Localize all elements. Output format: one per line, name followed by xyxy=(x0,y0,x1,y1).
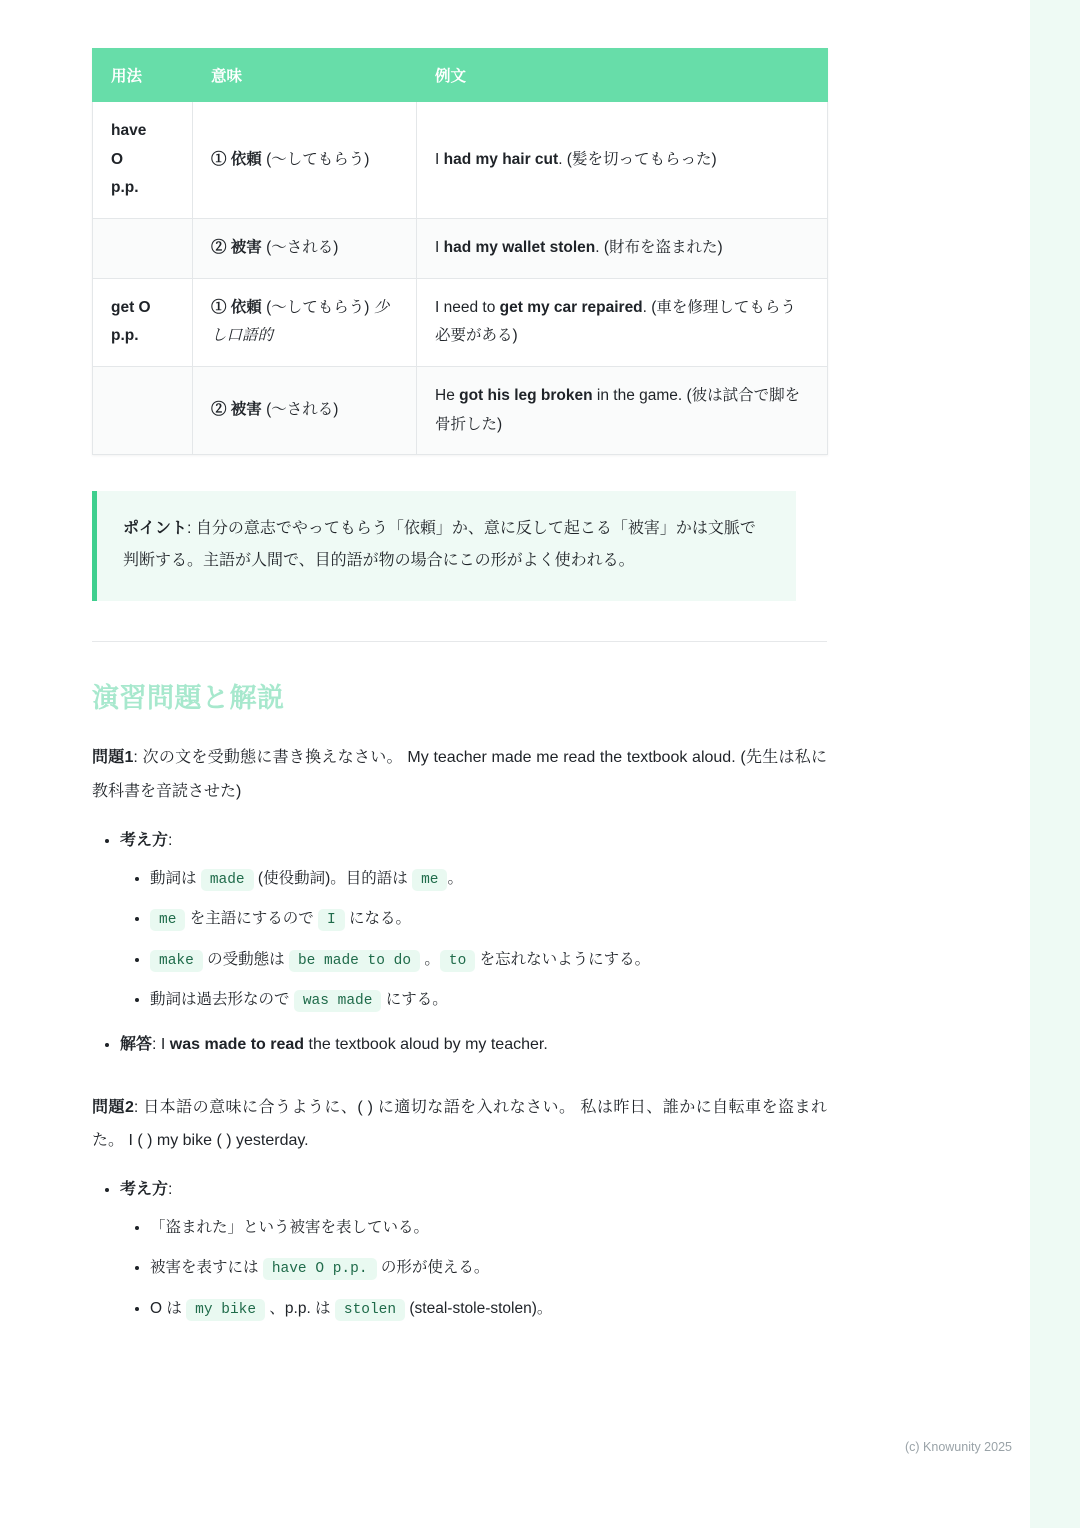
step-text-post: (steal-stole-stolen)。 xyxy=(405,1300,553,1318)
usage-line: p.p. xyxy=(111,327,139,345)
answer-prefix: : I xyxy=(152,1035,170,1053)
step-text-pre: 被害を表すには xyxy=(150,1259,263,1277)
table-row xyxy=(93,278,828,366)
approach-step xyxy=(150,944,827,977)
example-suffix: . (財布を盗まれた) xyxy=(595,239,723,257)
step-text-pre: 動詞は過去形なので xyxy=(150,991,294,1009)
step-text-post: になる。 xyxy=(344,910,412,928)
example-phrase: had my wallet stolen xyxy=(443,239,596,257)
example-prefix: I xyxy=(435,239,444,257)
approach-step xyxy=(150,984,827,1017)
question-1-prompt xyxy=(92,741,827,808)
step-text-mid: の受動態は xyxy=(202,950,289,968)
question-2-prompt xyxy=(92,1091,827,1158)
usage-line: O xyxy=(111,150,124,168)
meaning-text: (〜される) xyxy=(261,401,339,419)
code-token: have O p.p. xyxy=(263,1258,377,1280)
meaning-text-cont: う) xyxy=(348,298,374,316)
step-text-post: を忘れないようにする。 xyxy=(475,950,651,968)
meaning-text: (〜してもら xyxy=(261,298,349,316)
answer-suffix: the textbook aloud by my teacher. xyxy=(304,1035,548,1053)
question-2-list xyxy=(92,1174,827,1326)
example-suffix: . (髪を切ってもらった) xyxy=(558,150,717,168)
example-prefix: He xyxy=(435,387,460,405)
approach-label: 考え方 xyxy=(120,831,169,849)
code-token: me xyxy=(412,869,447,891)
table-cell-example xyxy=(417,278,828,366)
approach-step xyxy=(150,1252,827,1285)
example-suffix: . (車を修理してもらう必要がある) xyxy=(435,298,796,345)
step-text-mid: 、p.p. は xyxy=(265,1300,335,1318)
question-1-list xyxy=(92,825,827,1061)
step-text-mid: (使役動詞)。目的語は xyxy=(253,869,413,887)
meaning-text-cont: う) xyxy=(348,150,370,168)
step-text-mid: を主語にするので xyxy=(185,910,319,928)
step-text-mid: にする。 xyxy=(381,991,448,1009)
meaning-label: ① 依頼 xyxy=(211,298,262,316)
code-token: made xyxy=(201,869,254,891)
approach-steps xyxy=(120,1212,827,1326)
step-text-mid: の形が使える。 xyxy=(376,1259,490,1277)
table-cell-usage xyxy=(93,278,193,366)
example-phrase: get my car repaired xyxy=(499,298,643,316)
answer-label: 解答 xyxy=(120,1035,153,1053)
question-2-label: 問題2 xyxy=(92,1098,134,1116)
callout-label: ポイント xyxy=(123,520,188,538)
step-text-post: 。 xyxy=(447,869,463,887)
table-cell-meaning xyxy=(193,367,417,455)
code-token: me xyxy=(150,909,185,931)
step-text-pre: 動詞は xyxy=(150,869,201,887)
table-cell-usage xyxy=(93,102,193,219)
meaning-label: ② 被害 xyxy=(211,239,262,257)
grammar-table xyxy=(92,48,828,455)
meaning-label: ① 依頼 xyxy=(211,150,262,168)
approach-item xyxy=(120,825,827,1017)
example-prefix: I need to xyxy=(435,298,500,316)
page-edge-decoration xyxy=(1022,0,1080,1528)
approach-step xyxy=(150,903,827,936)
meaning-text: (〜してもら xyxy=(261,150,349,168)
table-row xyxy=(93,102,828,219)
table-cell-example xyxy=(417,219,828,279)
approach-colon: : xyxy=(168,831,173,849)
approach-step xyxy=(150,1293,827,1326)
page-edge-gap xyxy=(1022,0,1030,1528)
example-prefix: I xyxy=(435,150,444,168)
section-title: 演習問題と解説 xyxy=(92,683,285,714)
table-header-usage: 用法 xyxy=(93,49,193,102)
code-token: stolen xyxy=(335,1299,405,1321)
code-token: to xyxy=(440,950,475,972)
usage-line: p.p. xyxy=(111,179,139,197)
approach-steps xyxy=(120,863,827,1017)
approach-label: 考え方 xyxy=(120,1180,169,1198)
code-token: be made to do xyxy=(289,950,420,972)
table-row xyxy=(93,367,828,455)
code-token: my bike xyxy=(186,1299,265,1321)
meaning-text: (〜される) xyxy=(261,239,339,257)
question-2-text: : 日本語の意味に合うように、( ) に適切な語を入れなさい。 私は昨日、誰かに自転車を盗まれた。 I ( ) my bike ( ) yesterday. xyxy=(92,1098,827,1150)
example-suffix: in the game. (彼は試合で脚を骨折した) xyxy=(435,387,801,433)
question-1-label: 問題1 xyxy=(92,749,134,767)
code-token: I xyxy=(318,909,345,931)
table-cell-meaning xyxy=(193,219,417,279)
step-text-mid2: 。 xyxy=(420,950,440,968)
point-callout xyxy=(92,491,796,601)
example-phrase: got his leg broken xyxy=(459,387,593,405)
usage-line: get O xyxy=(111,298,151,316)
copyright-footer: (c) Knowunity 2025 xyxy=(904,1440,1012,1454)
table-cell-meaning xyxy=(193,102,417,219)
approach-item xyxy=(120,1174,827,1326)
table-cell-meaning xyxy=(193,278,417,366)
meaning-label: ② 被害 xyxy=(211,401,262,419)
step-text-pre: O は xyxy=(150,1300,187,1318)
section-divider xyxy=(92,641,827,642)
table-cell-usage-empty xyxy=(93,367,193,455)
table-row xyxy=(93,219,828,279)
table-cell-usage-empty xyxy=(93,219,193,279)
step-text-pre: 「盗まれた」という被害を表している。 xyxy=(150,1218,430,1236)
answer-item xyxy=(120,1029,827,1061)
table-header-meaning: 意味 xyxy=(193,49,417,102)
table-header-example: 例文 xyxy=(417,49,828,102)
meaning-note: 少し口語的 xyxy=(211,298,390,345)
table-header-row xyxy=(93,49,828,102)
code-token: was made xyxy=(294,990,382,1012)
approach-colon: : xyxy=(168,1180,173,1198)
table-cell-example xyxy=(417,367,828,455)
example-phrase: had my hair cut xyxy=(443,150,559,168)
callout-text: : 自分の意志でやってもらう「依頼」か、意に反して起こる「被害」かは文脈で判断する。主語が人間で、目的語が物の場合にこの形がよく使われる。 xyxy=(123,520,756,570)
approach-step xyxy=(150,1212,827,1245)
answer-phrase: was made to read xyxy=(169,1035,305,1053)
code-token: make xyxy=(150,950,203,972)
usage-line: have xyxy=(111,122,147,139)
question-1-text: : 次の文を受動態に書き換えなさい。 My teacher made me read the textbook aloud. (先生は私に教科書を音読させた) xyxy=(92,749,827,800)
approach-step xyxy=(150,863,827,896)
table-cell-example xyxy=(417,102,828,219)
document-content xyxy=(92,0,827,1338)
